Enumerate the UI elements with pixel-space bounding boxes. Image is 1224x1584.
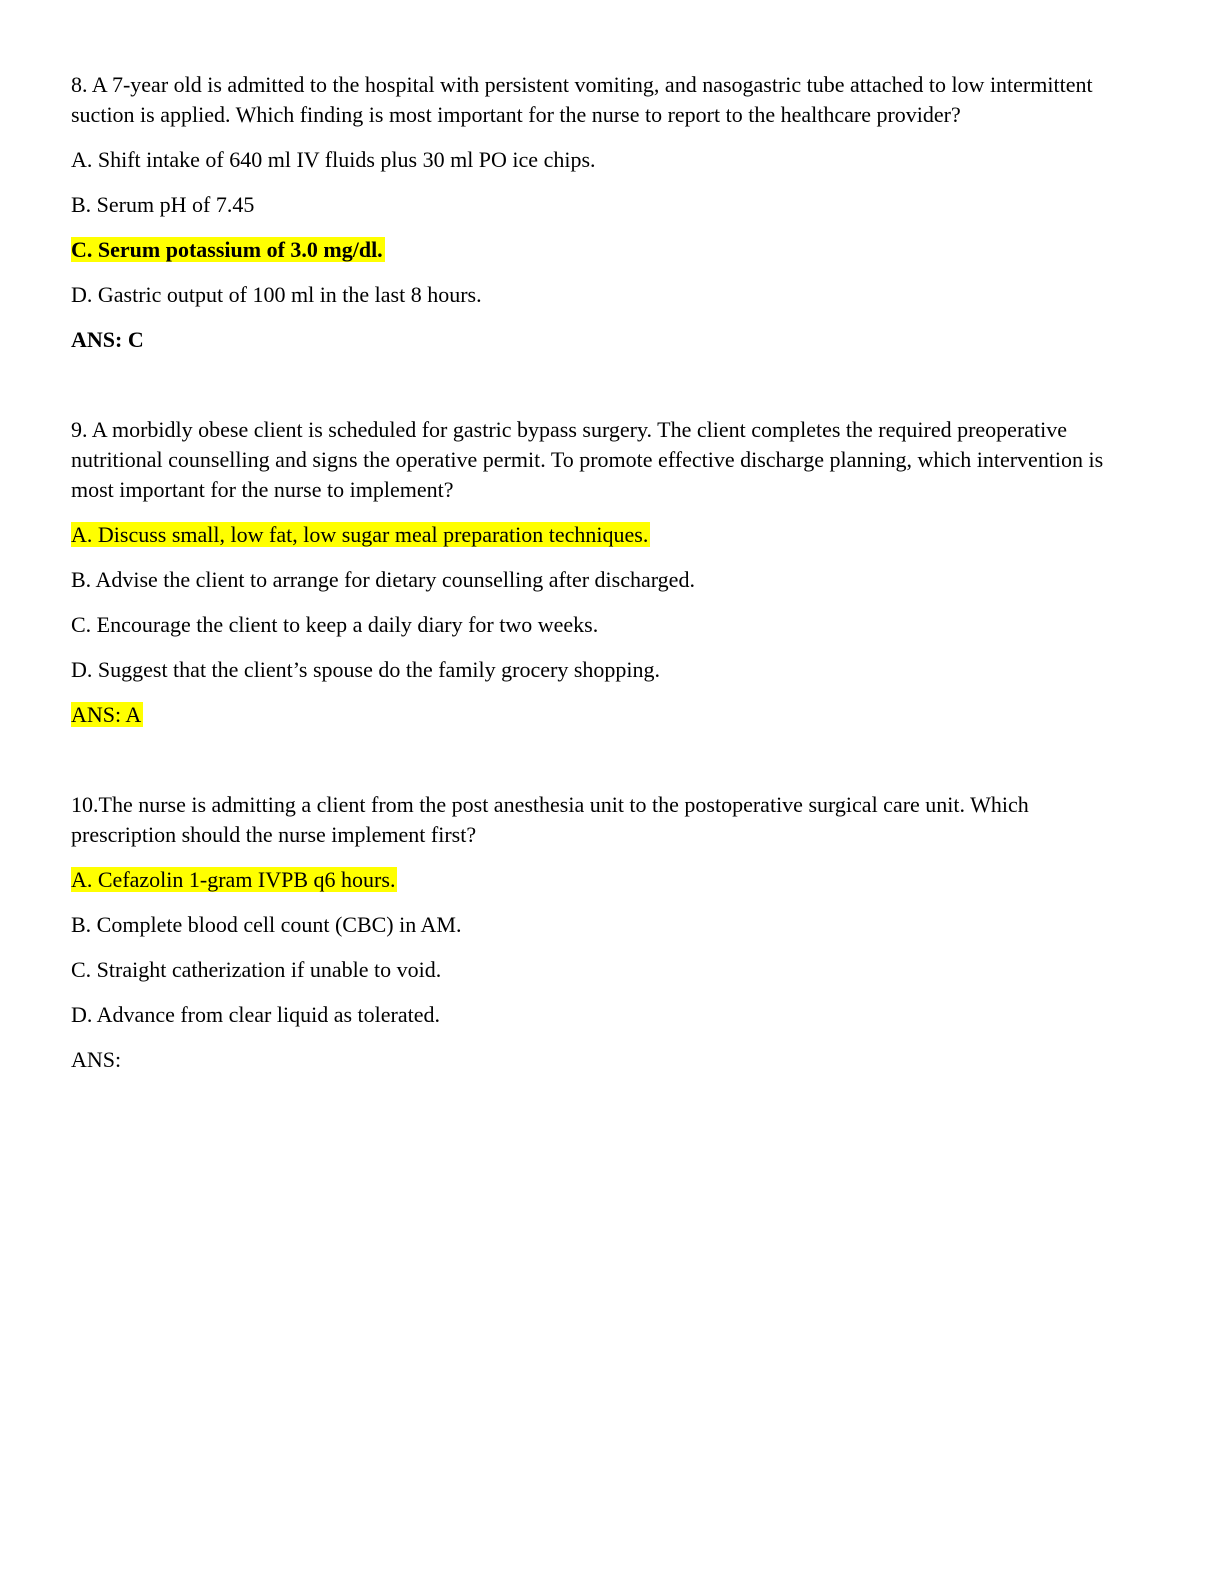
highlighted-answer: A. Discuss small, low fat, low sugar meal preparation techniques.	[71, 522, 649, 547]
option-b: B. Complete blood cell count (CBC) in AM.	[71, 912, 462, 937]
option-c-highlighted	[71, 235, 1131, 265]
question-text: 10.The nurse is admitting a client from the post anesthesia unit to the postoperative surgical care unit. Which prescription should the nurse implement first?	[71, 792, 1029, 847]
option-a: A. Shift intake of 640 ml IV fluids plus 30 ml PO ice chips.	[71, 147, 596, 172]
question-9	[71, 415, 1131, 730]
option-c: C. Encourage the client to keep a daily diary for two weeks.	[71, 612, 599, 637]
answer-label: ANS:	[71, 1047, 122, 1072]
option-b: B. Advise the client to arrange for dietary counselling after discharged.	[71, 567, 695, 592]
option-c: C. Straight catherization if unable to void.	[71, 957, 442, 982]
highlighted-answer: C. Serum potassium of 3.0 mg/dl.	[71, 237, 383, 262]
option-d: D. Gastric output of 100 ml in the last 8 hours.	[71, 282, 482, 307]
option-b: B. Serum pH of 7.45	[71, 192, 255, 217]
option-a-highlighted	[71, 865, 1131, 895]
question-text: 8. A 7-year old is admitted to the hospital with persistent vomiting, and nasogastric tube attached to low intermittent suction is applied. Which finding is most important for the nurse to report to the healthcare provider?	[71, 72, 1093, 127]
question-10	[71, 790, 1131, 1075]
answer-label: ANS: A	[71, 702, 142, 727]
question-8	[71, 70, 1131, 355]
answer-label: ANS: C	[71, 327, 144, 352]
option-a-highlighted	[71, 520, 1131, 550]
option-d: D. Suggest that the client’s spouse do the family grocery shopping.	[71, 657, 661, 682]
question-text: 9. A morbidly obese client is scheduled for gastric bypass surgery. The client completes the required preoperative nutritional counselling and signs the operative permit. To promote effective discharge planning, which intervention is most important for the nurse to implement?	[71, 417, 1104, 502]
document-page	[71, 70, 1131, 1090]
option-d: D. Advance from clear liquid as tolerated.	[71, 1002, 440, 1027]
highlighted-answer: A. Cefazolin 1-gram IVPB q6 hours.	[71, 867, 396, 892]
spacer	[71, 745, 1131, 790]
spacer	[71, 370, 1131, 415]
